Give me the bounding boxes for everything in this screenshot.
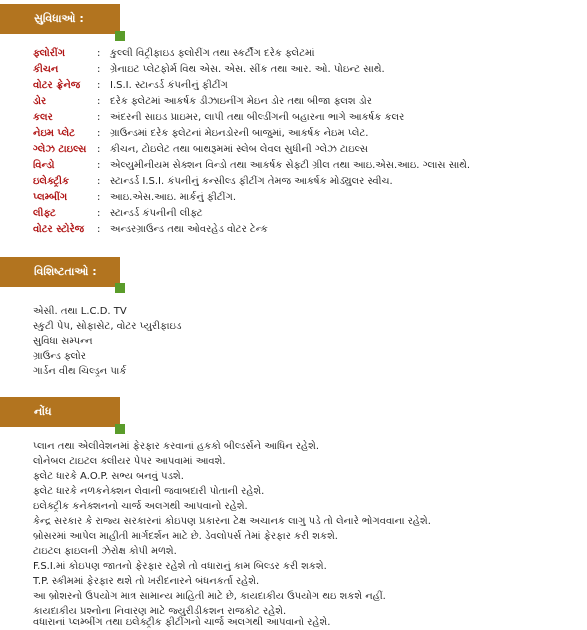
note-item: પ્લાન તથા એલીવેશનમાં ફેરફાર કરવાનાં હકકો બીલ્ડર્સને આધિન રહેશે.: [33, 441, 320, 452]
spec-value: ગ્રાઉન્ડમાં દરેક ફ્લેટનાં મેઇનડોરની બાજુમાં, આકર્ષક નેઇમ પ્લેટ.: [110, 128, 369, 139]
spec-value: સ્ટાન્ડર્ડ I.S.I. કંપનીનું કન્સીલ્ડ ફીટીંગ તેમજ આકર્ષક મોડ્યુલર સ્વીચ.: [110, 176, 393, 187]
feature-item: ગ્રાઉન્ડ ફ્લોર: [33, 351, 86, 362]
note-item: F.S.I.માં કોઇપણ જાતનો ફેરફાર રહેશે તો વધારાનું કામ બિલ્ડર કરી શકશે.: [33, 561, 327, 572]
spec-value: દરેક ફ્લેટમાં આકર્ષક ડીઝાઇનીંગ મેઇન ડોર તથા બીજા ફ્લશ ડોર: [110, 96, 372, 107]
note-item: કેન્દ્ર સરકાર કે રાજ્ય સરકારનાં કોઇપણ પ્રકારના ટેક્ષ અચાનક લાગુ પડે તો લેનારે ભોગવવાના રહેશે.: [33, 516, 431, 527]
facilities-title: સુવિધાઓ :: [0, 4, 120, 34]
note-item: આ બ્રોશરનો ઉપયોગ માત્ર સામાન્ય માહિતી માટે છે, કાયદાકીય ઉપયોગ થઇ શકશે નહીં.: [33, 591, 386, 602]
spec-label: કલર: [33, 112, 53, 123]
spec-value: એલ્યુમીનીયમ સેક્શન વિન્ડો તથા આકર્ષક સેફ્ટી ગ્રીલ તથા આઇ.એસ.આઇ. ગ્લાસ સાથે.: [110, 160, 471, 171]
spec-label: કીચન: [33, 64, 59, 75]
spec-label: ગ્લેઝ ટાઇલ્સ: [33, 144, 87, 155]
note-item: ફ્લેટ ધારકે નળકનેક્શન લેવાની જવાબદારી પોતાની રહેશે.: [33, 486, 265, 497]
features-title: વિશિષ્ટતાઓ :: [0, 257, 120, 287]
spec-label: ડોર: [33, 96, 47, 107]
notes-title: નોંધ: [0, 397, 120, 427]
feature-item: સુવિધા સમ્પન્ન: [33, 336, 93, 347]
spec-label: ફ્લોરીંગ: [33, 48, 66, 59]
accent-square: [115, 283, 125, 293]
spec-value: ગ્રેનાઇટ પ્લેટફોર્મ વિથ એસ. એસ. સીંક તથા આર. ઓ. પોઇન્ટ સાથે.: [110, 64, 385, 75]
note-item: T.P. સ્કીમમાં ફેરફાર થશે તો ખરીદનારને બંધનકર્તા રહેશે.: [33, 576, 260, 587]
spec-label: ઇલેક્ટ્રીક: [33, 176, 70, 187]
spec-value: કીચન, ટોઇલેટ તથા બાથરૂમમાં સ્લેબ લેવલ સુધીની ગ્લેઝ ટાઇલ્સ: [110, 144, 368, 155]
spec-label: વિન્ડો: [33, 160, 55, 171]
spec-value: I.S.I. સ્ટાન્ડર્ડ કંપનીનું ફીટીંગ: [110, 80, 228, 91]
spec-label: વોટર સ્ટોરેજ: [33, 224, 85, 235]
note-item: ટાઇટલ ફાઇલની ઝેરોક્ષ કોપી મળશે.: [33, 546, 177, 557]
spec-label: પ્લમ્બીંગ: [33, 192, 68, 203]
feature-item: સ્કુટી પેપ, સોફાસેટ, વોટર પ્યુરીફાઇડ: [33, 321, 182, 332]
note-item: ફ્લેટ ધારકે A.O.P. સભ્ય બનવું પડશે.: [33, 471, 184, 482]
spec-label: નેઇમ પ્લેટ: [33, 128, 75, 139]
spec-value: આઇ.એસ.આઇ. માર્કનું ફીટીંગ.: [110, 192, 237, 203]
spec-label: વોટર ફ્રેનેજ: [33, 80, 81, 91]
accent-square: [115, 31, 125, 41]
spec-value: અન્ડરગ્રાઉન્ડ તથા ઓવરહેડ વોટર ટેન્ક: [110, 224, 268, 235]
note-item: કાયદાકીય પ્રશ્નોના નિવારણ માટે જ્યુરીડીકશન રાજકોટ રહેશે.: [33, 606, 287, 617]
spec-value: અંદરની સાઇડ પ્રાઇમર, લાપી તથા બીલ્ડીંગની બહારના ભાગે આકર્ષક કલર: [110, 112, 405, 123]
note-item: બ્રોસરમાં આપેલ માહીતી માર્ગદર્શન માટે છે. ડેવલોપર્સ તેમાં ફેરફાર કરી શકશે.: [33, 531, 338, 542]
feature-item: ગાર્ડન વીથ ચિલ્ડ્રન પાર્ક: [33, 366, 127, 377]
accent-square: [115, 424, 125, 434]
note-item: વધારાનાં પ્લમ્બીંગ તથા ઇલેક્ટ્રીક ફીટીંગનો ચાર્જ અલગથી આપવાનો રહેશે.: [33, 617, 331, 628]
spec-label: લીફ્ટ: [33, 208, 56, 219]
note-item: લોનેબલ ટાઇટલ ક્લીયર પેપર આપવામાં આવશે.: [33, 456, 226, 467]
spec-value: કુલ્લી વિટ્રીફાઇડ ફ્લોરીંગ તથા સ્કર્ટીંગ દરેક ફ્લેટમાં: [110, 48, 315, 59]
note-item: ઇલેક્ટ્રીક કનેક્શનનો ચાર્જ અલગથી આપવાનો રહેશે.: [33, 501, 248, 512]
spec-value: સ્ટાન્ડર્ડ કંપનીની લીફ્ટ: [110, 208, 203, 219]
feature-item: એસી. તથા L.C.D. TV: [33, 306, 127, 317]
